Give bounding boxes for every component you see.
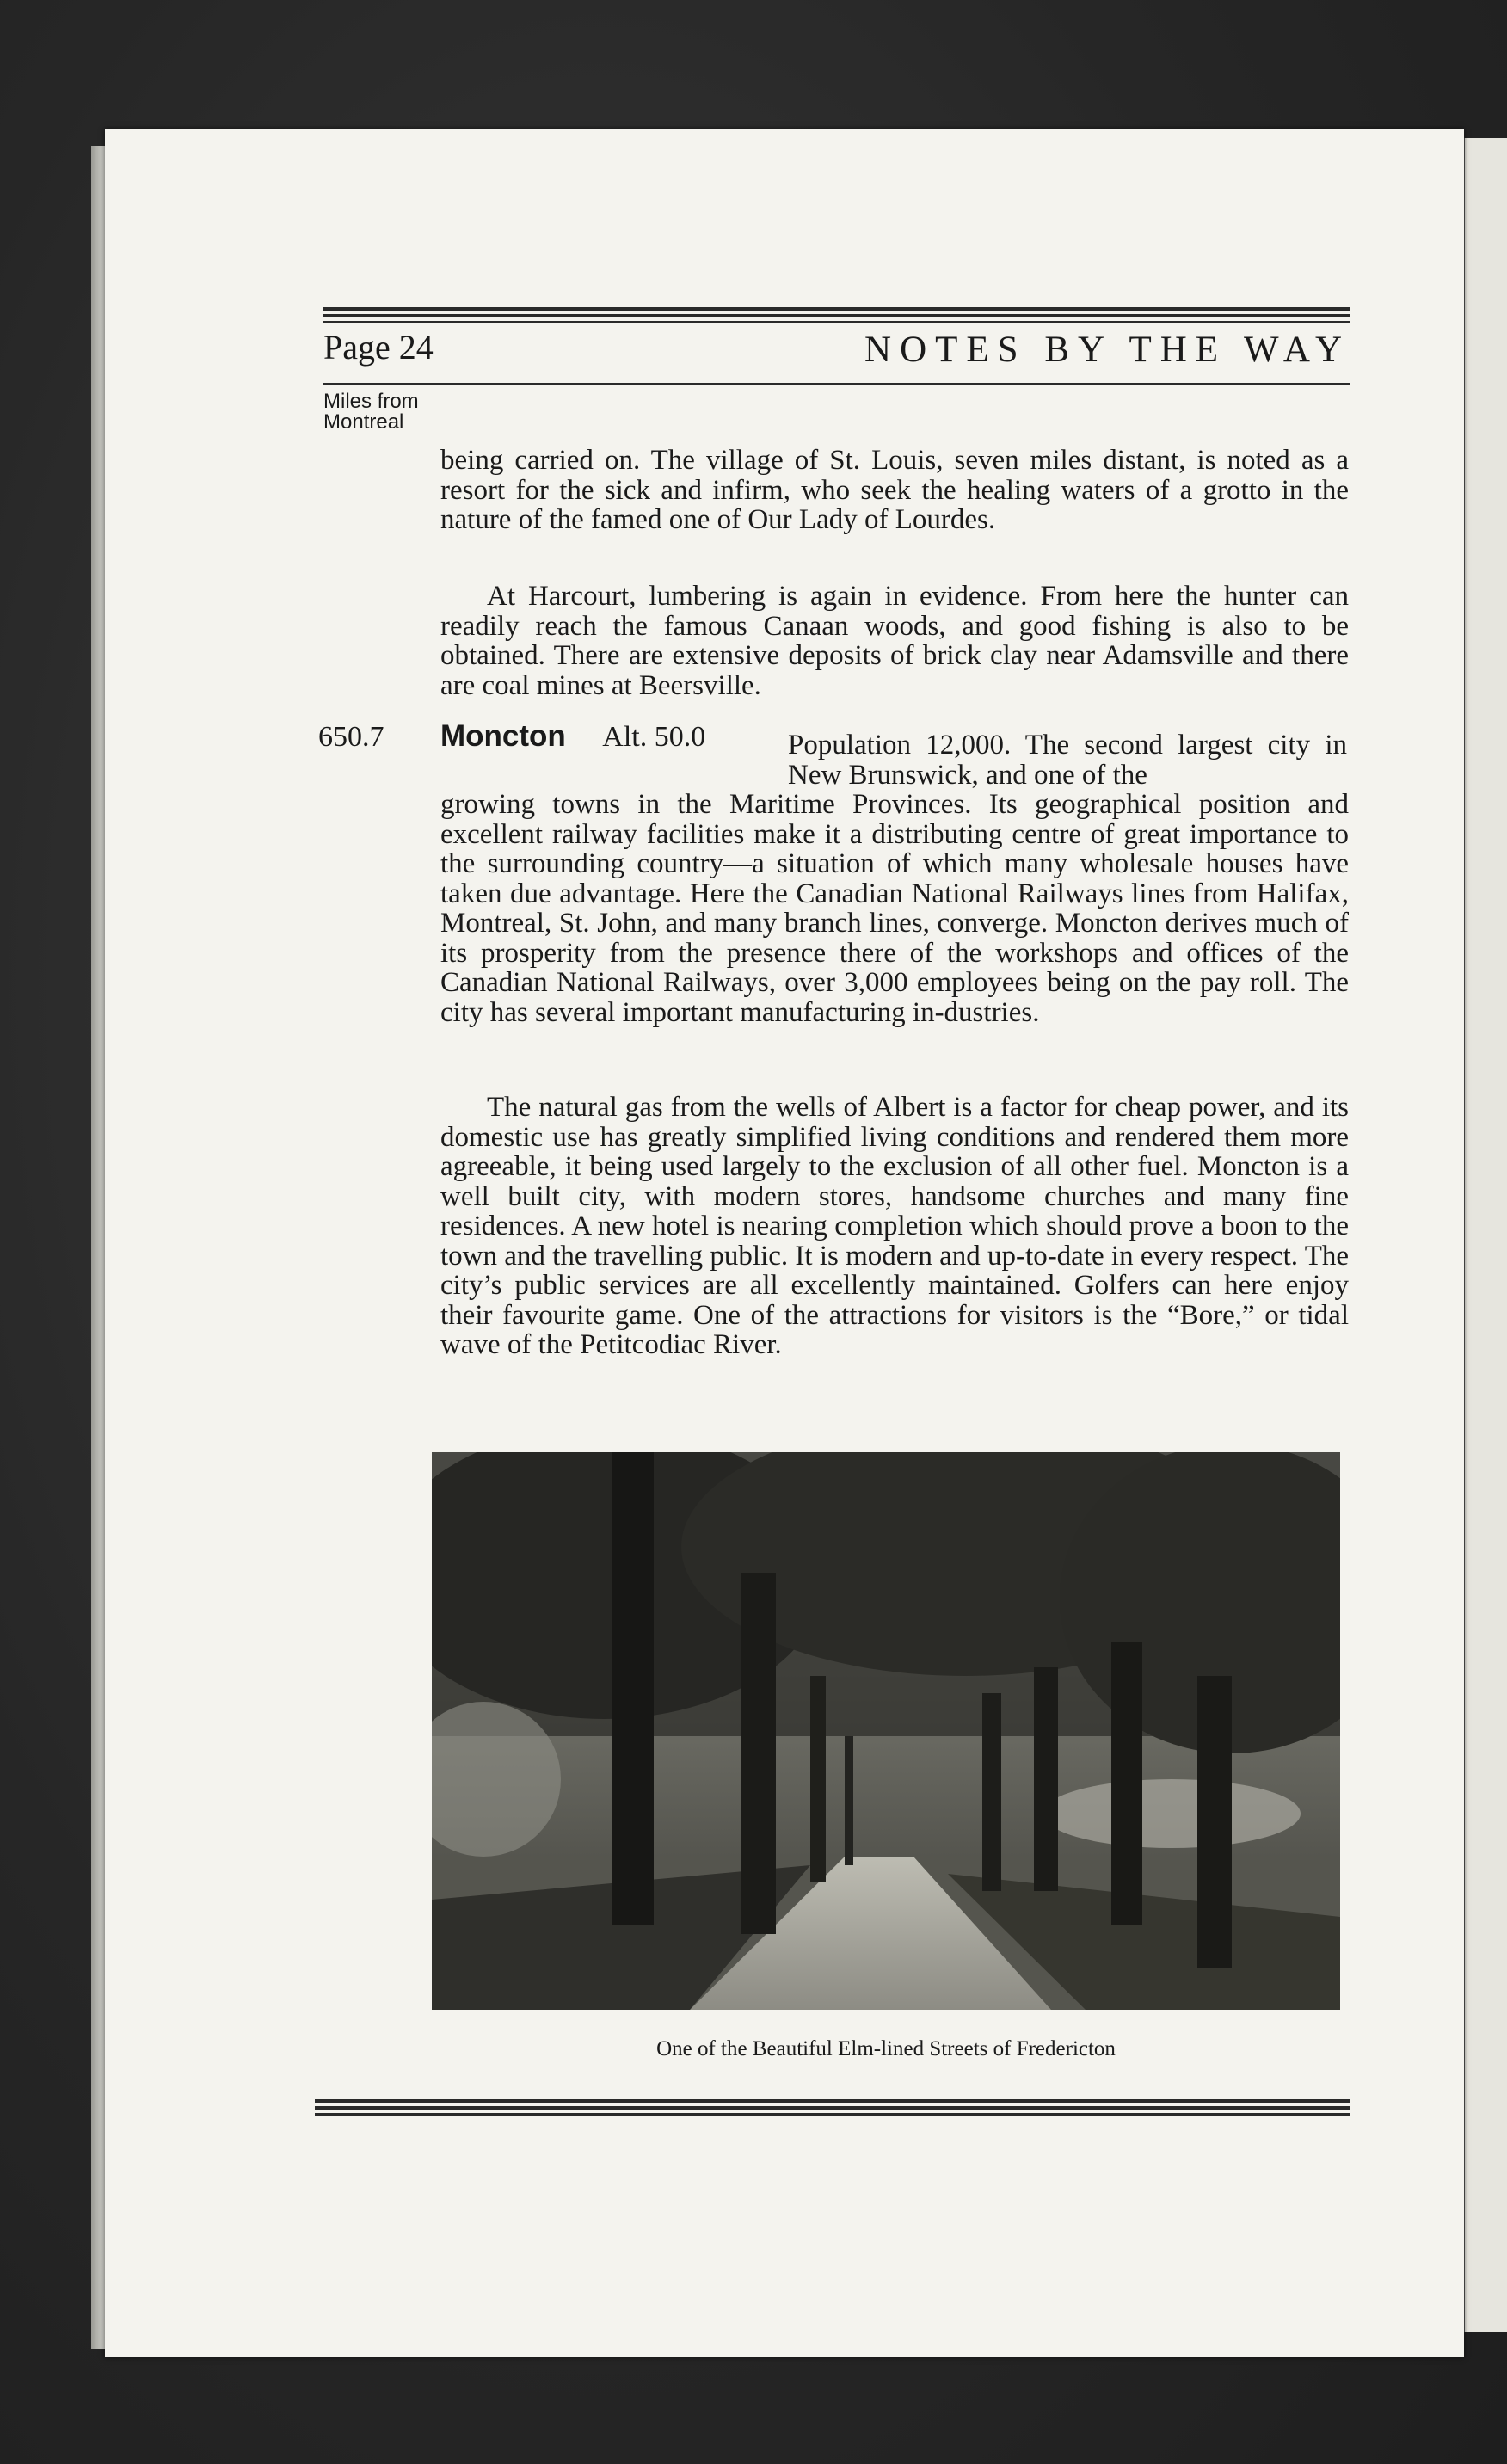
- page-header: [323, 327, 1350, 379]
- running-head: NOTES BY THE WAY: [864, 330, 1350, 370]
- photo-illustration: [432, 1452, 1340, 2010]
- page-number: Page 24: [323, 328, 434, 367]
- paragraph-st-louis: being carried on. The village of St. Louis, seven miles distant, is noted as a resort for the sick and infirm, who seek the healing waters of a grotto in the nature of the famed one of Our Lady of Lourdes.: [440, 445, 1349, 535]
- entry-altitude: Alt. 50.0: [602, 721, 706, 753]
- entry-heading: [440, 719, 705, 754]
- bottom-double-rule: [315, 2099, 1350, 2116]
- header-rule: [323, 383, 1350, 385]
- top-double-rule: [323, 307, 1350, 323]
- paragraph-harcourt: At Harcourt, lumbering is again in evidence. From here the hunter can readily reach the famous Canaan woods, and good fishing is also to be obtained. There are extensive deposits of brick clay near Adamsville and there are coal mines at Beersville.: [440, 581, 1349, 701]
- photograph-elm-street: [432, 1452, 1340, 2010]
- margin-label-line2: Montreal: [323, 410, 404, 434]
- paragraph-natural-gas: The natural gas from the wells of Albert is a factor for cheap power, and its domestic use has greatly simplified living conditions and rendered them more agreeable, it being used largely to the exclusion of all other fuel. Moncton is a well built city, with modern stores, handsome churches and many fine residences. A new hotel is nearing completion which should prove a boon to the town and the travelling public. It is modern and up-to-date in every respect. The city’s public services are all excellently maintained. Golfers can here enjoy their favourite game. One of the attractions for visitors is the “Bore,” or tidal wave of the Petitcodiac River.: [440, 1092, 1349, 1360]
- photo-caption: One of the Beautiful Elm-lined Streets of Fredericton: [656, 2037, 1116, 2061]
- margin-label: [323, 391, 419, 433]
- margin-label-line1: Miles from: [323, 390, 419, 413]
- facing-page-edge: [1462, 138, 1507, 2332]
- entry-station-name: Moncton: [440, 719, 566, 753]
- entry-body: growing towns in the Maritime Provinces. Its geographical position and excellent railway facilities make it a distributing centre of great importance to the surrounding country—a situation of which many wholesale houses have taken due advantage. Here the Canadian National Railways lines from Halifax, Montreal, St. John, and many branch lines, converge. Moncton derives much of its prosperity from the presence there of the workshops and offices of the Canadian National Railways, over 3,000 employees being on the pay roll. The city has several important manufacturing in-dustries.: [440, 789, 1349, 1028]
- entry-mileage: 650.7: [318, 721, 384, 753]
- entry-population: Population 12,000. The second largest city in New Brunswick, and one of the: [788, 730, 1347, 791]
